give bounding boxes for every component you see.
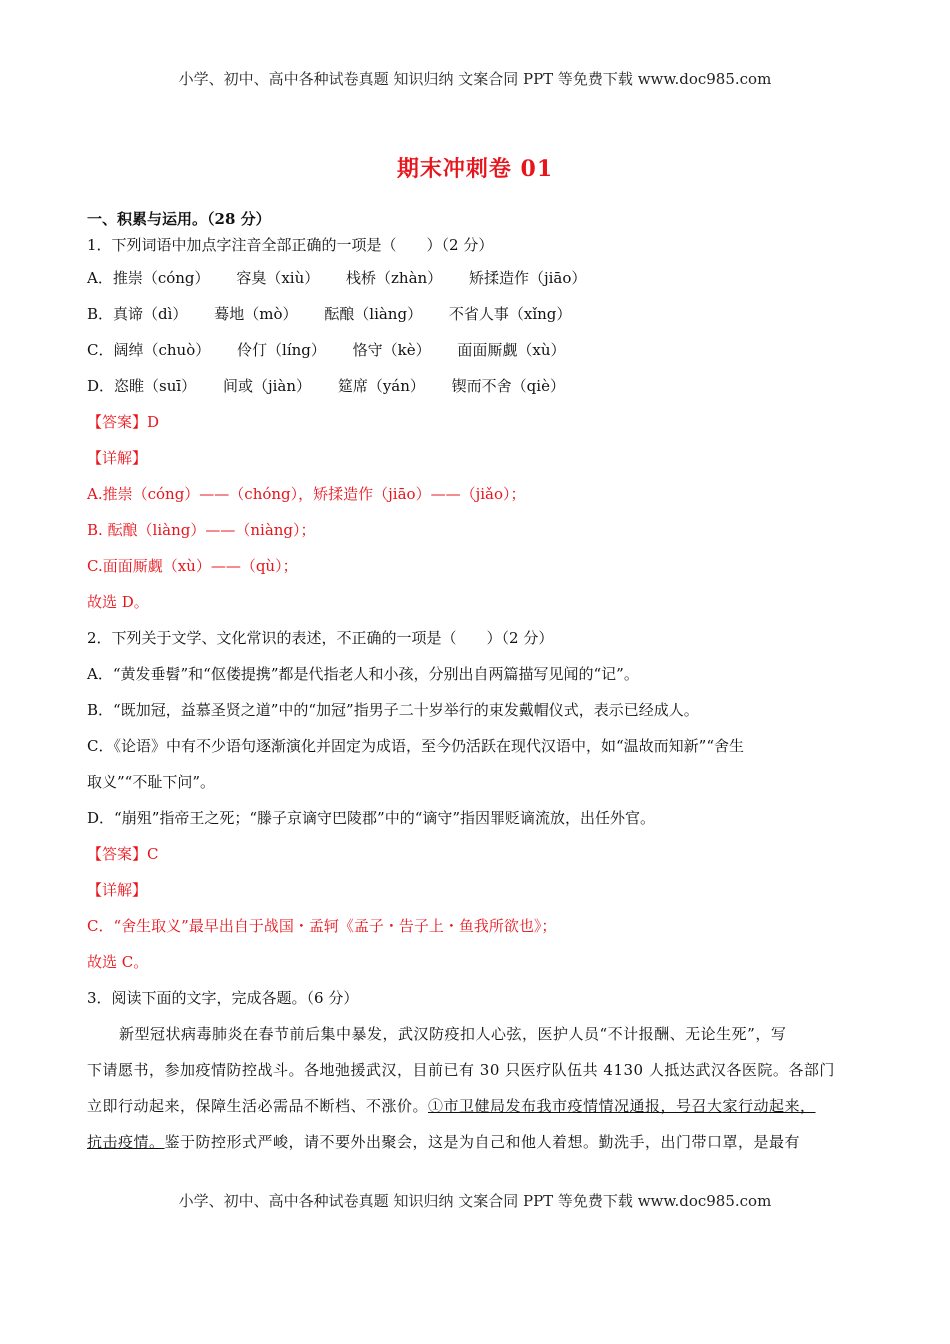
passage-text: 鉴于防控形式严峻，请不要外出聚会，这是为自己和他人着想。勤洗手，出门带口罩，是最有 [164,1133,801,1151]
question-2-option-b: B．“既加冠，益慕圣贤之道”中的“加冠”指男子二十岁举行的束发戴帽仪式，表示已经成人。 [87,701,699,719]
question-1-answer: 【答案】D [87,413,160,431]
passage-line-2: 下请愿书，参加疫情防控战斗。各地弛援武汉，目前已有 30 只医疗队伍共 4130 人抵达武汉各医院。各部门 [87,1061,835,1079]
page-title: 期末冲刺卷 01 [396,156,554,182]
passage-text: 立即行动起来，保障生活必需品不断档、不涨价。 [87,1097,429,1115]
question-2-conclusion: 故选 C。 [87,953,149,971]
option-a-word-1: A．推崇（cóng） [87,269,210,287]
question-1-detail-c: C.面面厮觑（xù）——（qù）； [87,557,298,575]
passage-line-4 [87,1124,867,1160]
question-1-detail-label: 【详解】 [87,449,148,467]
question-2-detail-c: C．“舍生取义”最早出自于战国・孟轲《孟子・告子上・鱼我所欲也》； [87,917,557,935]
question-1-detail-a: A.推崇（cóng）——（chóng），矫揉造作（jiāo）——（jiǎo）； [87,485,526,503]
question-2-option-c-line-2: 取义”“不耻下问”。 [87,773,216,791]
underlined-sentence-1: ①市卫健局发布我市疫情情况通报，号召大家行动起来， [428,1097,816,1115]
option-d-word-4: 锲而不舍（qiè） [451,377,565,395]
question-2-detail-label: 【详解】 [87,881,148,899]
option-c-word-3: 恪守（kè） [352,341,431,359]
option-d-word-3: 筵席（yán） [337,377,425,395]
option-c-word-1: C．阔绰（chuò） [87,341,211,359]
option-a-word-4: 矫揉造作（jiāo） [468,269,587,287]
passage-line-3 [87,1088,867,1124]
option-b-word-2: 蓦地（mò） [214,305,298,323]
option-d-word-2: 间或（jiàn） [222,377,312,395]
passage-line-1: 新型冠状病毒肺炎在春节前后集中暴发，武汉防疫扣人心弦，医护人员“不计报酬、无论生死”，写 [119,1025,787,1043]
page-header: 小学、初中、高中各种试卷真题 知识归纳 文案合同 PPT 等免费下载 www.doc985.com [178,70,772,88]
option-b-word-3: 酝酿（liàng） [324,305,423,323]
option-c-word-2: 伶仃（líng） [237,341,326,359]
question-1-option-b [87,296,867,332]
option-a-word-3: 栈桥（zhàn） [346,269,443,287]
page-footer: 小学、初中、高中各种试卷真题 知识归纳 文案合同 PPT 等免费下载 www.doc985.com [178,1192,772,1210]
question-2-option-d: D．“崩殂”指帝王之死；“滕子京谪守巴陵郡”中的“谪守”指因罪贬谪流放，出任外官。 [87,809,656,827]
option-a-word-2: 容臭（xiù） [236,269,320,287]
question-1-detail-b: B. 酝酿（liàng）——（niàng）； [87,521,316,539]
option-b-word-4: 不省人事（xǐng） [448,305,572,323]
option-d-word-1: D．恣睢（suī） [87,377,197,395]
underlined-sentence-1-end: 抗击疫情。 [87,1133,165,1151]
question-3-passage [87,1016,867,1160]
section-heading: 一、积累与运用。（28 分） [87,210,271,228]
question-1-option-d [87,368,867,404]
option-c-word-4: 面面厮觑（xù） [457,341,566,359]
exam-content [87,208,867,1160]
question-2-stem: 2．下列关于文学、文化常识的表述，不正确的一项是（ ）（2 分） [87,629,554,647]
question-1-stem: 1．下列词语中加点字注音全部正确的一项是（ ）（2 分） [87,236,494,254]
question-2-answer: 【答案】C [87,845,159,863]
option-b-word-1: B．真谛（dì） [87,305,188,323]
question-2-option-c-line-1: C．《论语》中有不少语句逐渐演化并固定为成语，至今仍活跃在现代汉语中，如“温故而知新”“舍生 [87,737,744,755]
question-1-conclusion: 故选 D。 [87,593,149,611]
question-1-option-c [87,332,867,368]
question-3-stem: 3．阅读下面的文字，完成各题。（6 分） [87,989,359,1007]
question-2-option-a: A．“黄发垂髫”和“伛偻提携”都是代指老人和小孩，分别出自两篇描写见闻的“记”。 [87,665,639,683]
question-1-option-a [87,260,867,296]
